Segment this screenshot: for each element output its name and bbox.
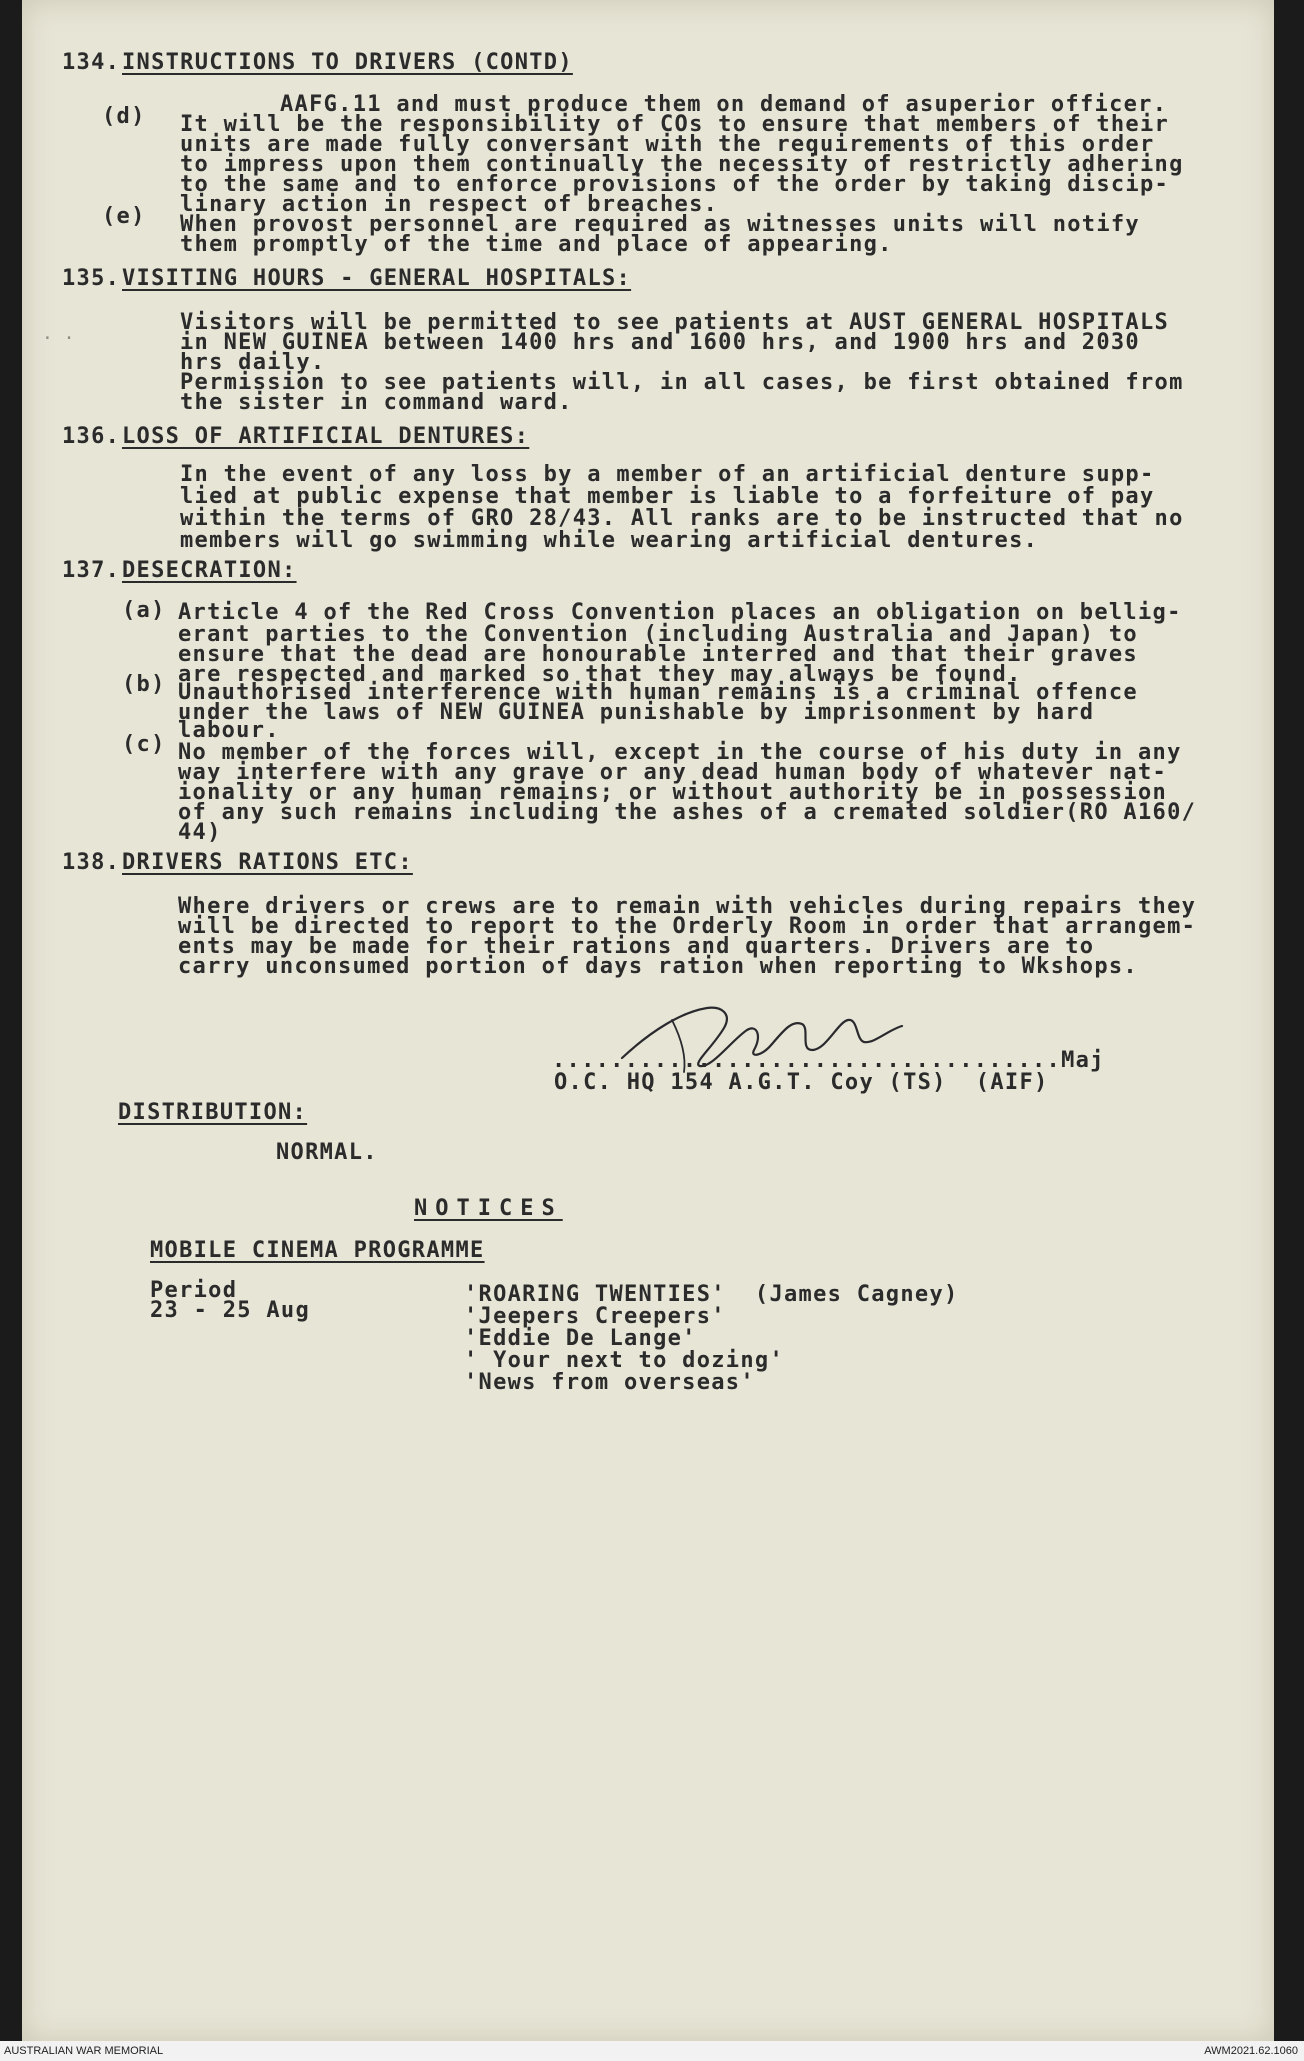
section-134-line: to impress upon them continually the necessity of restrictly adhering (180, 152, 1184, 177)
section-138-number: 138. (62, 850, 121, 875)
distribution-heading: DISTRIBUTION: (118, 1100, 308, 1125)
section-134-number: 134. (62, 50, 121, 75)
archive-footer (0, 2041, 1304, 2061)
section-136-number: 136. (62, 424, 121, 449)
item-label-b: (b) (122, 672, 166, 697)
section-138-line: carry unconsumed portion of days ration when reporting to Wkshops. (178, 954, 1138, 979)
section-134-line: When provost personnel are required as witnesses units will notify (180, 212, 1140, 237)
section-135-line: Permission to see patients will, in all cases, be first obtained from (180, 370, 1184, 395)
period-value: 23 - 25 Aug (150, 1298, 310, 1323)
faint-bleedthrough-mark: · · (42, 328, 75, 349)
programme-item: 'ROARING TWENTIES' (James Cagney) (464, 1282, 959, 1307)
section-136-heading: LOSS OF ARTIFICIAL DENTURES: (122, 424, 530, 449)
signatory-title: O.C. HQ 154 A.G.T. Coy (TS) (AIF) (554, 1070, 1049, 1095)
section-137-line: No member of the forces will, except in the course of his duty in any (178, 740, 1182, 765)
distribution-value: NORMAL. (276, 1140, 378, 1165)
section-135-line: in NEW GUINEA between 1400 hrs and 1600 hrs, and 1900 hrs and 2030 (180, 330, 1140, 355)
programme-item: 'Eddie De Lange' (464, 1326, 697, 1351)
section-134-line: It will be the responsibility of COs to ensure that members of their (180, 112, 1170, 137)
section-137-line: Article 4 of the Red Cross Convention places an obligation on bellig- (178, 600, 1182, 625)
section-134-line: linary action in respect of breaches. (180, 192, 719, 217)
section-137-number: 137. (62, 558, 121, 583)
section-135-heading: VISITING HOURS - GENERAL HOSPITALS: (122, 266, 632, 291)
section-137-line: are respected and marked so that they may always be found. (178, 662, 1022, 687)
programme-item: ' Your next to dozing' (464, 1348, 784, 1373)
section-137-line: erant parties to the Convention (including Australia and Japan) to (178, 622, 1138, 647)
section-134-heading: INSTRUCTIONS TO DRIVERS (CONTD) (122, 50, 573, 75)
item-label-e: (e) (102, 204, 146, 229)
item-label-c: (c) (122, 732, 166, 757)
section-136-line: members will go swimming while wearing artificial dentures. (180, 528, 1039, 553)
section-135-number: 135. (62, 266, 121, 291)
section-136-line: within the terms of GRO 28/43. All ranks are to be instructed that no (180, 506, 1184, 531)
signature-line: ...................................Maj (552, 1048, 1105, 1073)
footer-accession-number: AWM2021.62.1060 (1204, 2045, 1298, 2057)
section-136-line: In the event of any loss by a member of an artificial denture supp- (180, 462, 1155, 487)
item-label-a: (a) (122, 598, 166, 623)
section-135-line: Visitors will be permitted to see patients at AUST GENERAL HOSPITALS (180, 310, 1170, 335)
notices-subheading: MOBILE CINEMA PROGRAMME (150, 1238, 485, 1263)
section-138-line: will be directed to report to the Orderly Room in order that arrangem- (178, 914, 1197, 939)
section-134-line: AAFG.11 and must produce them on demand of asuperior officer. (280, 92, 1168, 117)
programme-item: 'Jeepers Creepers' (464, 1304, 726, 1329)
section-137-line: under the laws of NEW GUINEA punishable by imprisonment by hard (178, 700, 1095, 725)
section-137-line: ionality or any human remains; or without authority be in possession (178, 780, 1168, 805)
section-137-line: 44) (178, 820, 222, 845)
section-134-line: to the same and to enforce provisions of the order by taking discip- (180, 172, 1170, 197)
section-137-line: labour. (178, 718, 280, 743)
period-label: Period (150, 1278, 238, 1303)
section-135-line: the sister in command ward. (180, 390, 573, 415)
footer-institution: AUSTRALIAN WAR MEMORIAL (4, 2045, 164, 2057)
section-138-line: ents may be made for their rations and quarters. Drivers are to (178, 934, 1095, 959)
section-137-line: Unauthorised interference with human remains is a criminal offence (178, 680, 1138, 705)
programme-item: 'News from overseas' (464, 1370, 755, 1395)
notices-heading: NOTICES (414, 1196, 563, 1221)
section-137-line: ensure that the dead are honourable interred and that their graves (178, 642, 1138, 667)
document-page (22, 0, 1274, 2041)
section-134-line: them promptly of the time and place of appearing. (180, 232, 893, 257)
section-134-line: units are made fully conversant with the requirements of this order (180, 132, 1155, 157)
section-137-line: of any such remains including the ashes of a cremated soldier(RO A160/ (178, 800, 1197, 825)
section-138-line: Where drivers or crews are to remain with vehicles during repairs they (178, 894, 1197, 919)
section-137-line: way interfere with any grave or any dead human body of whatever nat- (178, 760, 1168, 785)
section-136-line: lied at public expense that member is liable to a forfeiture of pay (180, 484, 1155, 509)
section-135-line: hrs daily. (180, 350, 326, 375)
item-label-d: (d) (102, 104, 146, 129)
section-137-heading: DESECRATION: (122, 558, 297, 583)
section-138-heading: DRIVERS RATIONS ETC: (122, 850, 413, 875)
